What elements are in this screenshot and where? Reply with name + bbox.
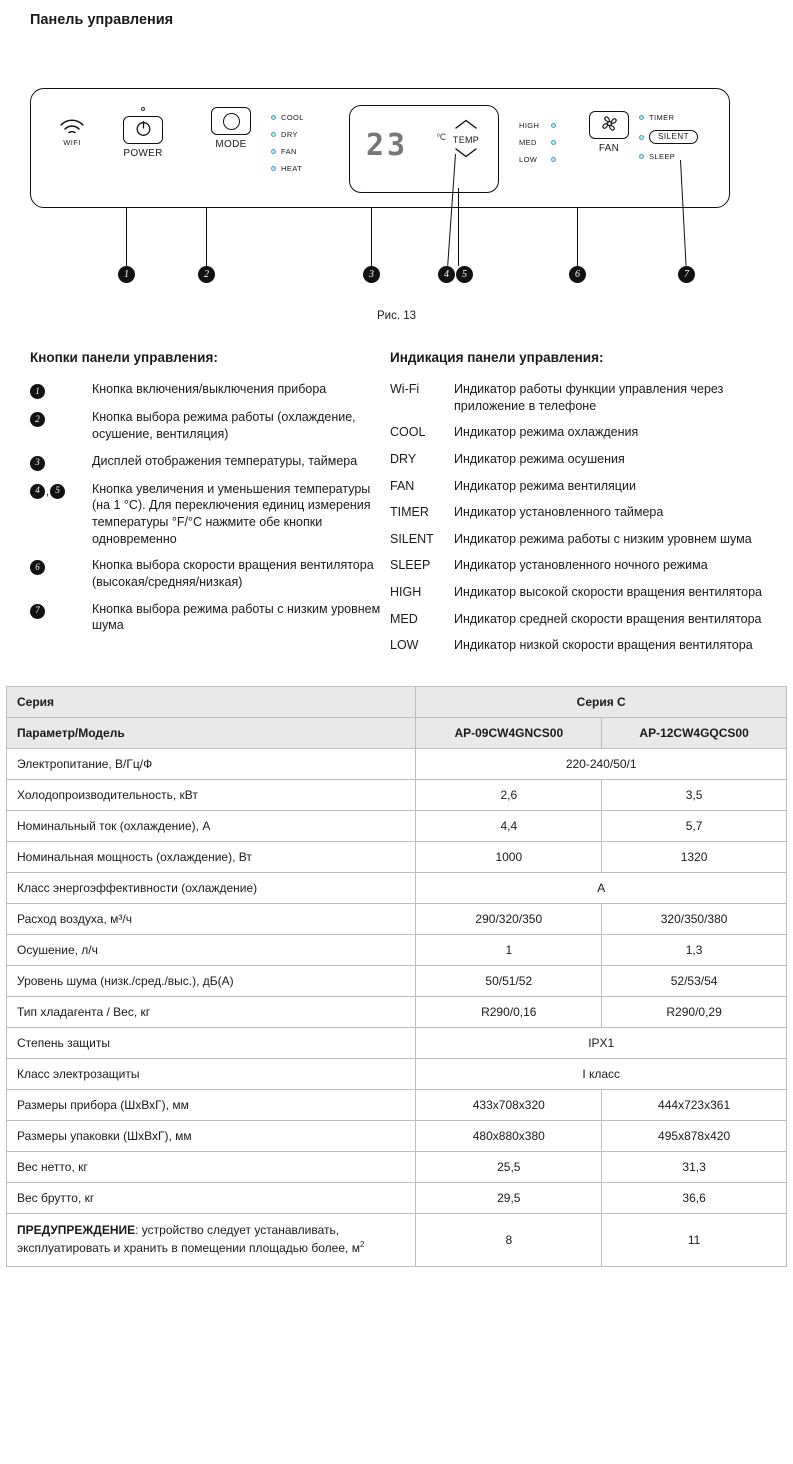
leader-line (577, 208, 578, 266)
table-row (7, 996, 787, 1027)
temperature-display (349, 105, 499, 193)
row-parameter: Вес брутто, кг (7, 1182, 416, 1213)
power-led-icon (141, 107, 145, 111)
row-parameter: Тип хладагента / Вес, кг (7, 996, 416, 1027)
leader-line (371, 208, 372, 266)
speed-indicator-list (519, 117, 577, 168)
mode-button-group[interactable] (194, 107, 268, 150)
callout-badge: 3 (30, 456, 45, 471)
table-row (7, 934, 787, 965)
header-series-value: Серия C (416, 686, 787, 717)
indicator-description: Индикатор установленного ночного режима (454, 558, 708, 573)
indicator-key: DRY (390, 451, 417, 466)
row-parameter: Осушение, л/ч (7, 934, 416, 965)
buttons-legend-heading: Кнопки панели управления: (30, 350, 218, 365)
wifi-indicator (45, 119, 99, 147)
table-row (7, 1027, 787, 1058)
legend-item (390, 611, 773, 628)
table-row (7, 779, 787, 810)
specifications-table (6, 686, 787, 1267)
row-value: А (416, 872, 787, 903)
legend-item (30, 481, 390, 548)
indicator-label: HIGH (519, 121, 540, 130)
header-series: Серия (7, 686, 416, 717)
legend-item (30, 453, 390, 471)
indicator-label: COOL (281, 113, 304, 122)
row-parameter: Размеры упаковки (ШхВхГ), мм (7, 1120, 416, 1151)
temp-controls[interactable] (444, 118, 488, 162)
callout-5: 5 (456, 266, 473, 283)
indicator-label: MED (519, 138, 537, 147)
indicator-description: Индикатор средней скорости вращения вентилятора (454, 611, 762, 626)
legend-item (390, 381, 773, 414)
right-indicator-list (639, 109, 729, 165)
indicators-legend-heading: Индикация панели управления: (390, 350, 604, 365)
row-value: 290/320/350 (416, 903, 602, 934)
row-parameter: Расход воздуха, м³/ч (7, 903, 416, 934)
table-header-row (7, 717, 787, 748)
row-value: 36,6 (602, 1182, 787, 1213)
row-value: I класс (416, 1058, 787, 1089)
fan-button[interactable] (589, 111, 629, 139)
legend-text: Кнопка включения/выключения прибора (92, 382, 327, 396)
indicator-description: Индикатор режима охлаждения (454, 425, 639, 440)
fan-icon (600, 114, 619, 136)
header-model-1: AP-09CW4GNCS00 (416, 717, 602, 748)
legend-item (390, 478, 773, 495)
row-value: 320/350/380 (602, 903, 787, 934)
legend-item (30, 557, 390, 590)
led-icon (639, 154, 644, 159)
leader-line (458, 188, 459, 266)
row-parameter: Уровень шума (низк./сред./выс.), дБ(А) (7, 965, 416, 996)
row-parameter: Размеры прибора (ШхВхГ), мм (7, 1089, 416, 1120)
callout-badge: 7 (30, 604, 45, 619)
warning-strong: ПРЕДУПРЕЖДЕНИЕ (17, 1222, 136, 1237)
row-value: 25,5 (416, 1151, 602, 1182)
legend-item (390, 531, 773, 548)
led-icon (639, 115, 644, 120)
callout-1: 1 (118, 266, 135, 283)
warning-sup: 2 (359, 1240, 365, 1250)
mode-label: MODE (215, 139, 247, 150)
silent-button-row[interactable] (639, 126, 729, 148)
led-icon (551, 140, 556, 145)
indicator-description: Индикатор режима осушения (454, 451, 625, 466)
indicators-legend-column (390, 350, 773, 664)
buttons-legend-column (30, 350, 390, 664)
indicator-description: Индикатор режима работы с низким уровнем шума (454, 531, 752, 546)
temp-label: TEMP (452, 135, 480, 145)
chevron-down-icon[interactable] (444, 146, 488, 162)
row-parameter: Номинальный ток (охлаждение), А (7, 810, 416, 841)
indicator-key: LOW (390, 638, 419, 653)
row-value: 2,6 (416, 779, 602, 810)
row-value: R290/0,16 (416, 996, 602, 1027)
legend-badge (30, 409, 92, 442)
leader-line (206, 208, 207, 266)
row-value: 220-240/50/1 (416, 748, 787, 779)
control-panel (30, 88, 730, 208)
indicator-med (519, 134, 577, 151)
legend-item (390, 424, 773, 441)
indicator-key: TIMER (390, 505, 429, 520)
legend-item (30, 381, 390, 399)
indicator-key: FAN (390, 478, 415, 493)
table-row (7, 872, 787, 903)
indicator-timer (639, 109, 729, 126)
row-value: 1 (416, 934, 602, 965)
indicator-label: TIMER (649, 113, 675, 122)
row-value: 52/53/54 (602, 965, 787, 996)
legend-badge: 4 , 5 (30, 481, 92, 548)
row-parameter: Степень защиты (7, 1027, 416, 1058)
row-parameter: Номинальная мощность (охлаждение), Вт (7, 841, 416, 872)
table-row (7, 1058, 787, 1089)
wifi-label: WIFI (63, 138, 81, 147)
indicator-dry (271, 126, 341, 143)
row-value: 31,3 (602, 1151, 787, 1182)
row-parameter: Электропитание, В/Гц/Ф (7, 748, 416, 779)
row-value: 433x708x320 (416, 1089, 602, 1120)
legend-item (30, 601, 390, 634)
indicator-description: Индикатор установленного таймера (454, 505, 664, 520)
callout-badge: 6 (30, 560, 45, 575)
led-icon (271, 166, 276, 171)
indicator-key: COOL (390, 425, 426, 440)
indicator-key: SLEEP (390, 558, 431, 573)
indicator-fan (271, 143, 341, 160)
warning-cell (7, 1213, 416, 1266)
led-icon (639, 135, 644, 140)
row-value: R290/0,29 (602, 996, 787, 1027)
row-value: 495x878x420 (602, 1120, 787, 1151)
indicator-label: SLEEP (649, 152, 676, 161)
chevron-up-icon[interactable] (444, 118, 488, 134)
power-label: POWER (123, 148, 163, 159)
led-icon (551, 123, 556, 128)
warning-text: : устройство следует устанавливать, эксплуатировать и хранить в помещении площадью более, м (17, 1222, 360, 1256)
legend-badge (30, 453, 92, 471)
legend-item (390, 504, 773, 521)
row-value: 29,5 (416, 1182, 602, 1213)
table-row (7, 748, 787, 779)
header-model-2: AP-12CW4GQCS00 (602, 717, 787, 748)
indicator-key: MED (390, 611, 418, 626)
led-icon (271, 149, 276, 154)
legend-item (390, 637, 773, 654)
legend-badge (30, 601, 92, 634)
legend-section (0, 350, 793, 664)
mode-button[interactable] (211, 107, 251, 135)
silent-button[interactable]: SILENT (649, 130, 698, 144)
legend-badge (30, 557, 92, 590)
row-value: 4,4 (416, 810, 602, 841)
led-icon (271, 115, 276, 120)
indicator-cool (271, 109, 341, 126)
callout-badge: 4 (30, 484, 45, 499)
row-value: 444x723x361 (602, 1089, 787, 1120)
row-value: 11 (602, 1213, 787, 1266)
row-value: 5,7 (602, 810, 787, 841)
legend-text: Кнопка выбора режима работы с низким уровнем шума (92, 601, 381, 633)
mode-icon (223, 113, 240, 130)
legend-text: Кнопка выбора режима работы (охлаждение, осушение, вентиляция) (92, 410, 356, 441)
legend-text: Кнопка выбора скорости вращения вентилятора (высокая/средняя/низкая) (92, 558, 374, 589)
legend-item (390, 584, 773, 601)
table-row (7, 1182, 787, 1213)
table-header-row (7, 686, 787, 717)
fan-label: FAN (598, 143, 620, 154)
indicator-description: Индикатор режима вентиляции (454, 478, 636, 493)
table-row (7, 965, 787, 996)
page-title: Панель управления (30, 12, 174, 28)
indicator-label: LOW (519, 155, 538, 164)
legend-text: Дисплей отображения температуры, таймера (92, 453, 358, 468)
leader-line (126, 208, 127, 266)
row-value: 3,5 (602, 779, 787, 810)
indicator-low (519, 151, 577, 168)
legend-item (30, 409, 390, 442)
callout-2: 2 (198, 266, 215, 283)
callout-4: 4 (438, 266, 455, 283)
row-value: 8 (416, 1213, 602, 1266)
row-parameter: Вес нетто, кг (7, 1151, 416, 1182)
row-value: 50/51/52 (416, 965, 602, 996)
table-row (7, 810, 787, 841)
indicator-description: Индикатор низкой скорости вращения вентилятора (454, 638, 753, 653)
row-parameter: Холодопроизводительность, кВт (7, 779, 416, 810)
table-row (7, 1089, 787, 1120)
figure-caption: Рис. 13 (376, 310, 417, 322)
document-page (0, 12, 793, 1277)
indicator-high (519, 117, 577, 134)
row-value: 1000 (416, 841, 602, 872)
indicator-label: HEAT (281, 164, 303, 173)
callout-7: 7 (678, 266, 695, 283)
display-unit: ℃ (436, 132, 447, 142)
legend-item (390, 451, 773, 468)
led-icon (551, 157, 556, 162)
row-parameter: Класс энергоэффективности (охлаждение) (7, 872, 416, 903)
callout-badge: 1 (30, 384, 45, 399)
indicator-sleep (639, 148, 729, 165)
row-value: IPX1 (416, 1027, 787, 1058)
indicator-label: DRY (281, 130, 298, 139)
mode-indicator-list (271, 109, 341, 177)
table-row-warning (7, 1213, 787, 1266)
table-row (7, 903, 787, 934)
indicator-description: Индикатор работы функции управления через приложение в телефоне (454, 382, 724, 413)
callout-6: 6 (569, 266, 586, 283)
legend-text: Кнопка увеличения и уменьшения температуры (на 1 °C). Для переключения единиц измерения температуры °F/°C нажмите обе кнопки одновременно (92, 481, 371, 546)
power-button-group[interactable] (106, 107, 180, 159)
callout-badge: 5 (50, 484, 65, 499)
wifi-icon (45, 119, 99, 136)
legend-badge (30, 381, 92, 399)
header-parameter: Параметр/Модель (7, 717, 416, 748)
control-panel-figure (0, 46, 793, 306)
legend-item (390, 557, 773, 574)
table-row (7, 1151, 787, 1182)
callout-badge: 2 (30, 412, 45, 427)
row-value: 1320 (602, 841, 787, 872)
display-value: 23 (366, 128, 409, 163)
indicator-label: FAN (281, 147, 297, 156)
indicator-key: HIGH (390, 585, 422, 599)
callout-3: 3 (363, 266, 380, 283)
row-parameter: Класс электрозащиты (7, 1058, 416, 1089)
indicator-key: Wi-Fi (390, 382, 420, 396)
fan-button-group[interactable] (579, 111, 639, 154)
indicator-heat (271, 160, 341, 177)
table-row (7, 841, 787, 872)
row-value: 480x880x380 (416, 1120, 602, 1151)
table-row (7, 1120, 787, 1151)
indicator-key: SILENT (390, 531, 434, 546)
power-icon (135, 120, 152, 140)
indicator-description: Индикатор высокой скорости вращения вентилятора (454, 585, 763, 599)
row-value: 1,3 (602, 934, 787, 965)
power-button[interactable] (123, 116, 163, 144)
led-icon (271, 132, 276, 137)
